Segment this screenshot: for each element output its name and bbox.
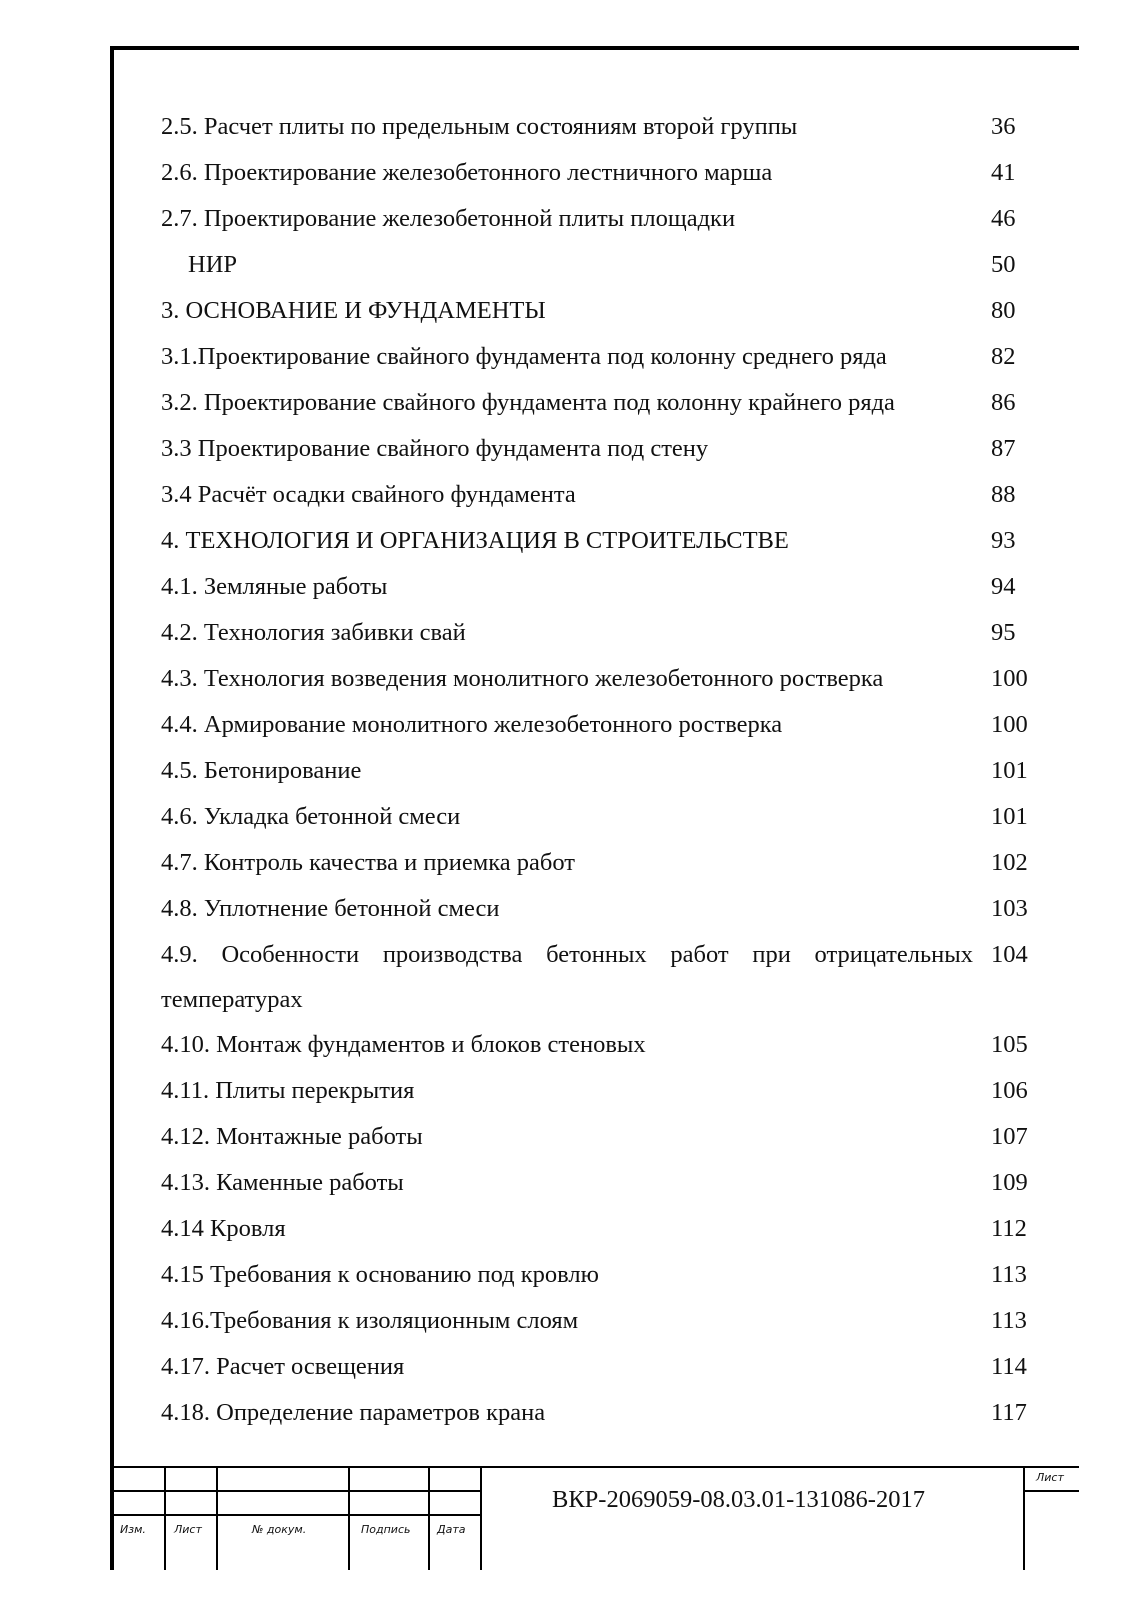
toc-entry xyxy=(161,1160,1041,1206)
title-block-col-line xyxy=(428,1466,430,1570)
toc-entry-title: 4.10. Монтаж фундаментов и блоков стеновых xyxy=(161,1031,646,1058)
toc-entry-title: 4.11. Плиты перекрытия xyxy=(161,1077,415,1104)
toc-entry xyxy=(161,748,1041,794)
toc-entry xyxy=(161,794,1041,840)
toc-entry-page: 112 xyxy=(991,1215,1027,1242)
toc-entry-title: 3.3 Проектирование свайного фундамента под стену xyxy=(161,435,709,462)
label-date: Дата xyxy=(437,1523,466,1536)
toc-entry-page: 46 xyxy=(991,205,1016,232)
toc-entry-page: 94 xyxy=(991,573,1016,600)
toc-entry-page: 106 xyxy=(991,1077,1028,1104)
table-of-contents xyxy=(161,104,1041,1436)
toc-entry-page: 114 xyxy=(991,1353,1027,1380)
title-block xyxy=(112,1466,1079,1570)
toc-entry-page: 102 xyxy=(991,849,1028,876)
toc-entry-title: 2.7. Проектирование железобетонной плиты площадки xyxy=(161,205,736,232)
toc-entry-title: 2.6. Проектирование железобетонного лестничного марша xyxy=(161,159,773,186)
toc-entry-page: 86 xyxy=(991,389,1016,416)
toc-entry-title: 4.12. Монтажные работы xyxy=(161,1123,423,1150)
toc-entry xyxy=(161,1252,1041,1298)
toc-entry xyxy=(161,104,1041,150)
toc-entry-page: 82 xyxy=(991,343,1016,370)
toc-entry xyxy=(161,1298,1041,1344)
toc-entry xyxy=(161,1206,1041,1252)
toc-entry-page: 80 xyxy=(991,297,1016,324)
toc-entry-page: 88 xyxy=(991,481,1016,508)
title-block-top-line xyxy=(112,1466,1079,1468)
toc-entry-title: 4.1. Земляные работы xyxy=(161,573,388,600)
toc-entry-page: 117 xyxy=(991,1399,1027,1426)
toc-entry-page: 50 xyxy=(991,251,1016,278)
title-block-col-line xyxy=(164,1466,166,1570)
toc-entry-title: 4.15 Требования к основанию под кровлю xyxy=(161,1261,599,1288)
toc-entry-page: 107 xyxy=(991,1123,1028,1150)
title-block-col-line xyxy=(348,1466,350,1570)
frame-top-border xyxy=(112,46,1079,50)
toc-entry-title: 4.7. Контроль качества и приемка работ xyxy=(161,849,575,876)
toc-entry-title: 4.14 Кровля xyxy=(161,1215,286,1242)
toc-entry xyxy=(161,150,1041,196)
toc-entry-page: 105 xyxy=(991,1031,1028,1058)
toc-entry xyxy=(161,1114,1041,1160)
toc-entry xyxy=(161,426,1041,472)
toc-entry xyxy=(161,1344,1041,1390)
toc-entry-title: 2.5. Расчет плиты по предельным состояниям второй группы xyxy=(161,113,798,140)
toc-entry-page: 36 xyxy=(991,113,1016,140)
toc-entry-page: 95 xyxy=(991,619,1016,646)
toc-entry-title: 4.16.Требования к изоляционным слоям xyxy=(161,1307,579,1334)
toc-entry-title: 4.8. Уплотнение бетонной смеси xyxy=(161,895,500,922)
toc-entry-title: 3.4 Расчёт осадки свайного фундамента xyxy=(161,481,576,508)
title-block-col-line xyxy=(480,1466,482,1570)
title-block-sheet-line xyxy=(1025,1490,1079,1492)
toc-entry xyxy=(161,1390,1041,1436)
toc-entry-title: 4.9. Особенности производства бетонных работ при отрицательных температурах xyxy=(161,941,973,1013)
toc-entry-page: 109 xyxy=(991,1169,1028,1196)
toc-entry xyxy=(161,288,1041,334)
title-block-row-line xyxy=(112,1490,482,1492)
toc-entry xyxy=(161,242,1041,288)
toc-entry xyxy=(161,334,1041,380)
toc-entry-title: 4.3. Технология возведения монолитного железобетонного ростверка xyxy=(161,665,884,692)
toc-entry xyxy=(161,518,1041,564)
toc-entry xyxy=(161,702,1041,748)
toc-entry-title: 4. ТЕХНОЛОГИЯ И ОРГАНИЗАЦИЯ В СТРОИТЕЛЬСТВЕ xyxy=(161,527,789,554)
toc-entry-page: 113 xyxy=(991,1307,1027,1334)
toc-entry xyxy=(161,196,1041,242)
toc-entry xyxy=(161,840,1041,886)
toc-entry-title: 4.13. Каменные работы xyxy=(161,1169,404,1196)
toc-entry-title: 4.6. Укладка бетонной смеси xyxy=(161,803,461,830)
toc-entry-page: 100 xyxy=(991,665,1028,692)
toc-entry-page: 41 xyxy=(991,159,1016,186)
toc-entry xyxy=(161,610,1041,656)
label-izm: Изм. xyxy=(120,1523,146,1536)
document-code: ВКР-2069059-08.03.01-131086-2017 xyxy=(552,1486,925,1513)
label-sheet: Лист xyxy=(1036,1471,1064,1484)
title-block-row-line xyxy=(112,1514,482,1516)
toc-entry-title: 3. ОСНОВАНИЕ И ФУНДАМЕНТЫ xyxy=(161,297,546,324)
toc-entry xyxy=(161,380,1041,426)
toc-entry xyxy=(161,472,1041,518)
toc-entry-title: НИР xyxy=(188,251,238,278)
label-signature: Подпись xyxy=(361,1523,411,1536)
toc-entry-title: 4.4. Армирование монолитного железобетонного ростверка xyxy=(161,711,783,738)
toc-entry xyxy=(161,886,1041,932)
toc-entry-page: 87 xyxy=(991,435,1016,462)
toc-entry-title: 4.18. Определение параметров крана xyxy=(161,1399,546,1426)
toc-entry-title: 3.2. Проектирование свайного фундамента под колонну крайнего ряда xyxy=(161,389,895,416)
toc-entry-page: 100 xyxy=(991,711,1028,738)
toc-entry-page: 103 xyxy=(991,895,1028,922)
title-block-col-line xyxy=(1023,1466,1025,1570)
toc-entry-page: 113 xyxy=(991,1261,1027,1288)
toc-entry xyxy=(161,932,1041,1022)
toc-entry xyxy=(161,1068,1041,1114)
frame-left-border xyxy=(110,46,114,1570)
toc-entry-title: 3.1.Проектирование свайного фундамента под колонну среднего ряда xyxy=(161,343,887,370)
label-list: Лист xyxy=(174,1523,202,1536)
toc-entry-page: 93 xyxy=(991,527,1016,554)
title-block-col-line xyxy=(216,1466,218,1570)
toc-entry xyxy=(161,656,1041,702)
toc-entry xyxy=(161,1022,1041,1068)
toc-entry-page: 104 xyxy=(991,941,1028,968)
toc-entry-title: 4.5. Бетонирование xyxy=(161,757,362,784)
toc-entry-title: 4.2. Технология забивки свай xyxy=(161,619,466,646)
toc-entry xyxy=(161,564,1041,610)
toc-entry-page: 101 xyxy=(991,757,1028,784)
label-doc-no: № докум. xyxy=(252,1523,307,1536)
toc-entry-title: 4.17. Расчет освещения xyxy=(161,1353,405,1380)
toc-entry-page: 101 xyxy=(991,803,1028,830)
